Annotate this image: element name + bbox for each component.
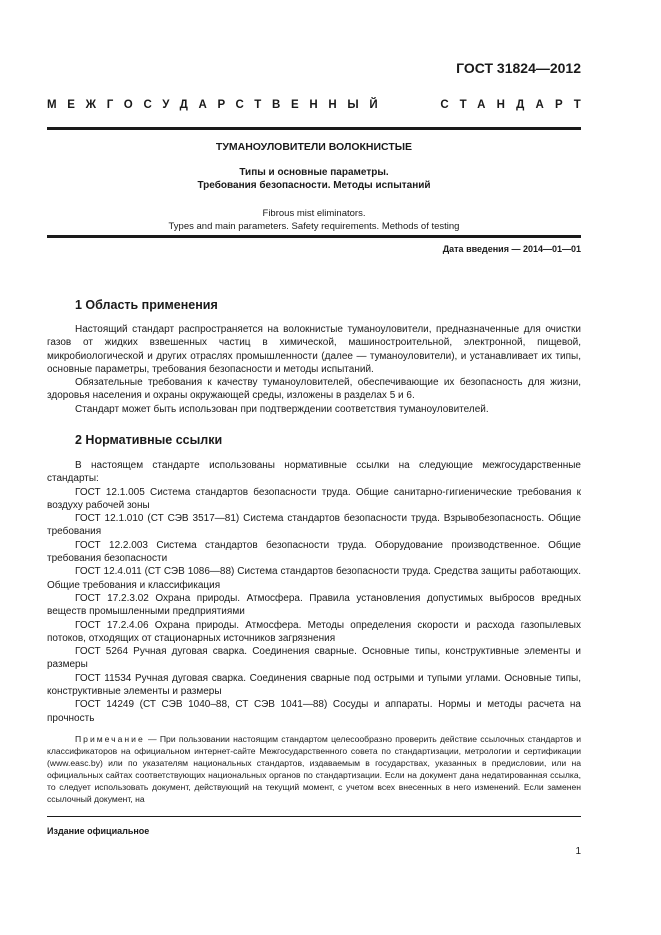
english-title xyxy=(47,207,581,233)
standard-banner-word1: МЕЖГОСУДАРСТВЕННЫЙ xyxy=(47,99,389,111)
page-number: 1 xyxy=(575,846,581,857)
note-label: Примечание xyxy=(75,734,145,744)
top-rule xyxy=(47,127,581,130)
introduction-date: Дата введения — 2014—01—01 xyxy=(442,244,581,254)
paragraph: Настоящий стандарт распространяется на волокнистые туманоуловители, предназначенные для очистки газов от жидких взвешенных частиц в химической, машиностроительной, электронной, пищевой, микробиологической и других отраслях промышленности (далее — туманоуловители), и устанавливает их типы, основные параметры, требования безопасности и методы испытаний. xyxy=(47,324,581,375)
note-paragraph xyxy=(47,733,581,805)
title-rule xyxy=(47,235,581,238)
paragraph: Обязательные требования к качеству туманоуловителей, обеспечивающие их безопасность для жизни, здоровья населения и охраны окружающей среды, изложены в разделах 5 и 6. xyxy=(47,377,581,402)
official-edition-label: Издание официальное xyxy=(47,826,150,836)
note-block xyxy=(47,733,581,805)
english-title-line2: Types and main parameters. Safety requirements. Methods of testing xyxy=(168,221,460,232)
paragraph: В настоящем стандарте использованы нормативные ссылки на следующие межгосударственные стандарты: xyxy=(47,460,581,485)
reference-item: ГОСТ 12.1.010 (СТ СЭВ 3517—81) Система стандартов безопасности труда. Взрывобезопасность. Общие требования xyxy=(47,513,581,538)
section1-body xyxy=(47,323,581,416)
footer-rule xyxy=(47,816,581,817)
standard-banner-word2: СТАНДАРТ xyxy=(440,99,592,111)
document-number: ГОСТ 31824—2012 xyxy=(456,60,581,76)
reference-item: ГОСТ 17.2.3.02 Охрана природы. Атмосфера. Правила установления допустимых выбросов вредных веществ промышленными предприятиями xyxy=(47,592,581,618)
subtitle-line2: Требования безопасности. Методы испытаний xyxy=(197,180,431,191)
reference-item: ГОСТ 17.2.4.06 Охрана природы. Атмосфера. Методы определения скорости и расхода газопылевых потоков, отходящих от стационарных источников загрязнения xyxy=(47,619,581,644)
section1-heading: 1 Область применения xyxy=(75,298,218,312)
paragraph: Стандарт может быть использован при подтверждении соответствия туманоуловителей. xyxy=(75,403,489,415)
note-text: — При пользовании настоящим стандартом целесообразно проверить действие ссылочных стандартов и классификаторов на официальном интернет-сайте Межгосударственного совета по стандартизации, метрологии и сертификации (www.easc.by) или по указателям национальных стандартов, издаваемым в государствах, указанных в предисловии, или на официальных сайтах соответствующих национальных органов по стандартизации. Если на документ дана недатированная ссылка, то следует использовать документ, действующий на текущий момент, с учетом всех внесенных в него изменений. Если заменен ссылочный документ, на xyxy=(47,734,581,804)
section2-heading: 2 Нормативные ссылки xyxy=(75,433,223,447)
document-title: ТУМАНОУЛОВИТЕЛИ ВОЛОКНИСТЫЕ xyxy=(215,141,413,153)
reference-item: ГОСТ 12.2.003 Система стандартов безопасности труда. Оборудование производственное. Общие требования безопасности xyxy=(47,539,581,565)
english-title-line1: Fibrous mist eliminators. xyxy=(262,208,366,219)
section2-body xyxy=(47,459,581,725)
reference-item: ГОСТ 12.4.011 (СТ СЭВ 1086—88) Система стандартов безопасности труда. Средства защиты работающих. Общие требования и классификация xyxy=(47,566,581,591)
reference-item: ГОСТ 11534 Ручная дуговая сварка. Соединения сварные под острыми и тупыми углами. Основные типы, конструктивные элементы и размеры xyxy=(47,672,581,698)
standard-banner xyxy=(47,99,592,111)
reference-item: ГОСТ 12.1.005 Система стандартов безопасности труда. Общие санитарно-гигиенические требования к воздуху рабочей зоны xyxy=(47,486,581,511)
reference-item: ГОСТ 14249 (СТ СЭВ 1040–88, СТ СЭВ 1041—88) Сосуды и аппараты. Нормы и методы расчета на прочность xyxy=(47,699,581,724)
subtitle-line1: Типы и основные параметры. xyxy=(239,167,389,178)
reference-item: ГОСТ 5264 Ручная дуговая сварка. Соединения сварные. Основные типы, конструктивные элементы и размеры xyxy=(47,646,581,671)
document-subtitle xyxy=(47,166,581,192)
